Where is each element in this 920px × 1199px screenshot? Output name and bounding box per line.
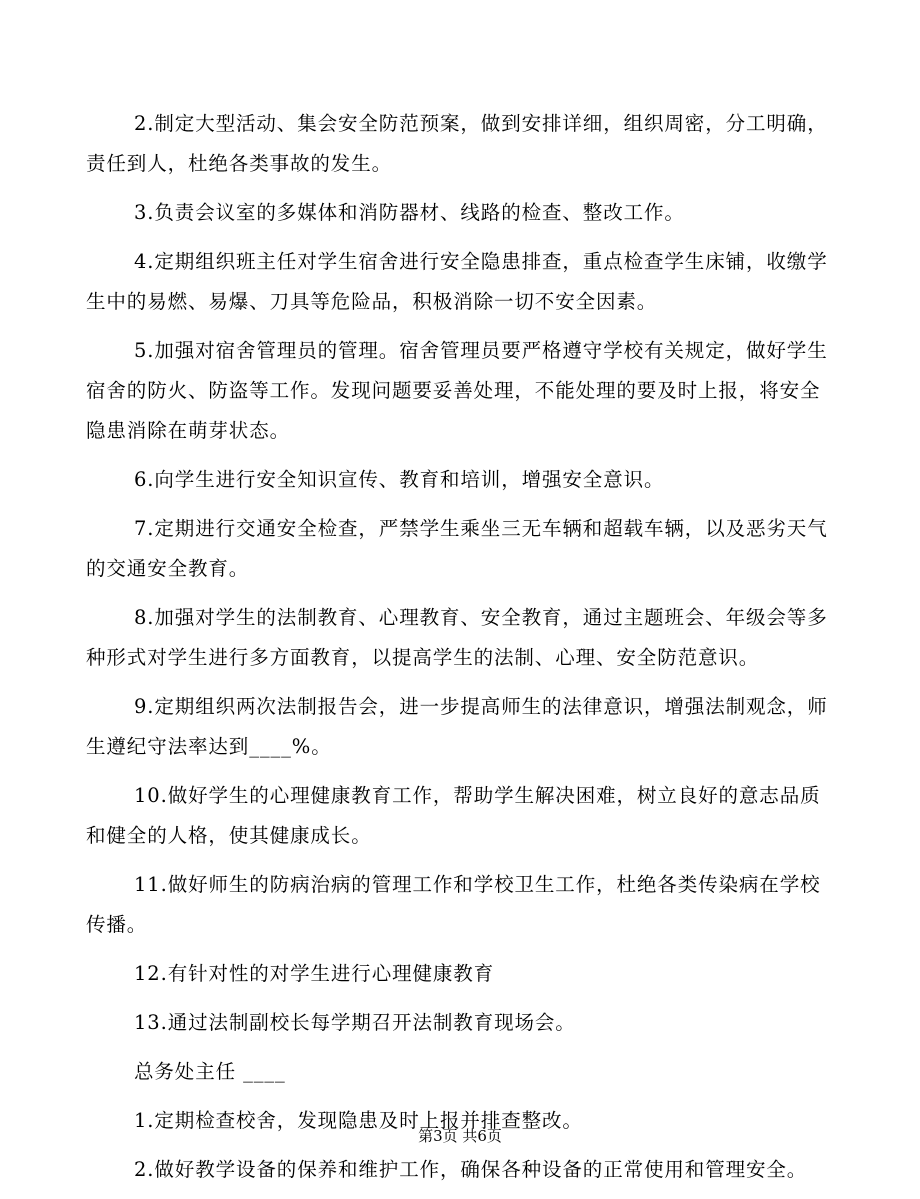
paragraph-item-7: 7.定期进行交通安全检查，严禁学生乘坐三无车辆和超载车辆，以及恶劣天气的交通安全教育。 xyxy=(86,517,828,580)
paragraph-item-3: 3.负责会议室的多媒体和消防器材、线路的检查、整改工作。 xyxy=(134,201,685,224)
section-heading: 总务处主任 ____ xyxy=(134,1060,286,1083)
paragraph-item-9: 9.定期组织两次法制报告会，进一步提高师生的法律意识，增强法制观念，师生遵纪守法率达到____%。 xyxy=(86,695,828,758)
paragraph-item-11: 11.做好师生的防病治病的管理工作和学校卫生工作，杜绝各类传染病在学校传播。 xyxy=(86,873,821,936)
section-item-2: 2.做好教学设备的保养和维护工作，确保各种设备的正常使用和管理安全。 xyxy=(134,1158,808,1181)
paragraph-item-6: 6.向学生进行安全知识宣传、教育和培训，增强安全意识。 xyxy=(134,468,665,491)
paragraph-item-8: 8.加强对学生的法制教育、心理教育、安全教育，通过主题班会、年级会等多种形式对学生进行多方面教育，以提高学生的法制、心理、安全防范意识。 xyxy=(86,606,828,669)
paragraph-item-10: 10.做好学生的心理健康教育工作，帮助学生解决困难，树立良好的意志品质和健全的人格，使其健康成长。 xyxy=(86,784,821,847)
document-body xyxy=(86,104,838,1199)
paragraph-item-12: 12.有针对性的对学生进行心理健康教育 xyxy=(134,962,495,985)
paragraph-item-2: 2.制定大型活动、集会安全防范预案，做到安排详细，组织周密，分工明确，责任到人，杜绝各类事故的发生。 xyxy=(86,112,828,175)
paragraph-item-13: 13.通过法制副校长每学期召开法制教育现场会。 xyxy=(134,1011,576,1034)
paragraph-item-4: 4.定期组织班主任对学生宿舍进行安全隐患排查，重点检查学生床铺，收缴学生中的易燃、易爆、刀具等危险品，积极消除一切不安全因素。 xyxy=(86,250,828,313)
paragraph-item-5: 5.加强对宿舍管理员的管理。宿舍管理员要严格遵守学校有关规定，做好学生宿舍的防火、防盗等工作。发现问题要妥善处理，不能处理的要及时上报，将安全隐患消除在萌芽状态。 xyxy=(86,339,828,442)
page-footer: 第3页 共6页 xyxy=(418,1127,502,1145)
section-item-1: 1.定期检查校舍，发现隐患及时上报并排查整改。 xyxy=(134,1109,583,1132)
